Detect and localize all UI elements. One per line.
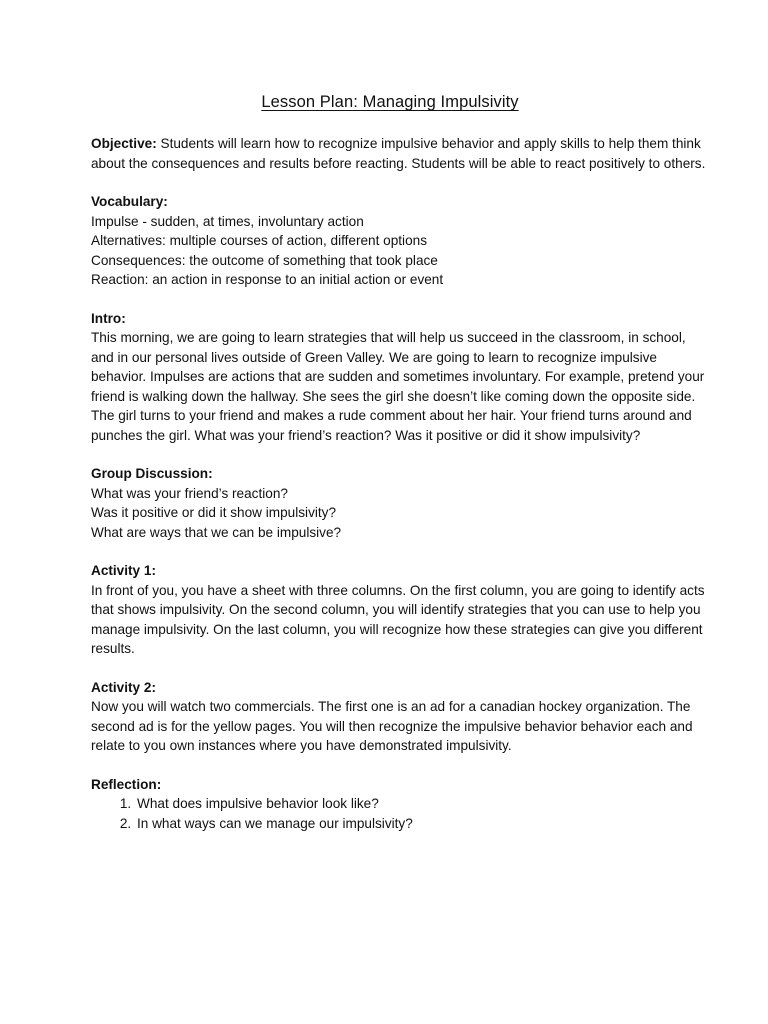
vocabulary-item: Impulse - sudden, at times, involuntary action xyxy=(91,213,364,229)
objective-label: Objective: xyxy=(91,136,157,151)
activity-2-section xyxy=(91,678,708,756)
discussion-question: What are ways that we can be impulsive? xyxy=(91,524,342,540)
reflection-item: 1. What does impulsive behavior look like? xyxy=(135,794,708,814)
reflection-item: 2. In what ways can we manage our impulsivity? xyxy=(135,814,708,834)
activity-2-heading: Activity 2: xyxy=(91,679,156,695)
activity-1-section xyxy=(91,561,708,659)
intro-heading: Intro: xyxy=(91,310,126,326)
reflection-heading: Reflection: xyxy=(91,776,162,792)
reflection-list xyxy=(91,794,708,833)
group-discussion-heading: Group Discussion: xyxy=(91,466,213,481)
vocabulary-item: Consequences: the outcome of something that took place xyxy=(91,252,438,268)
vocabulary-section xyxy=(91,192,708,290)
discussion-question: Was it positive or did it show impulsivity? xyxy=(91,505,337,520)
activity-1-heading: Activity 1: xyxy=(91,563,156,578)
page-title: Lesson Plan: Managing Impulsivity xyxy=(261,93,519,111)
activity-1-text: In front of you, you have a sheet with three columns. On the first column, you are going to identify acts that shows impulsivity. On the second column, you will identify strategies that you can use to help you manage impulsivity. On the last column, you will recognize how these strategies can give you different results. xyxy=(91,582,705,656)
intro-section xyxy=(91,309,708,446)
objective-section xyxy=(91,134,708,173)
group-discussion-section xyxy=(91,464,708,542)
discussion-question: What was your friend’s reaction? xyxy=(91,485,288,501)
intro-text: This morning, we are going to learn strategies that will help us succeed in the classroom, in school, and in our personal lives outside of Green Valley. We are going to learn to recognize impulsive behavior. Impulses are actions that are sudden and sometimes involuntary. For example, pretend your friend is walking down the hallway. She sees the girl she doesn’t like coming down the opposite side. The girl turns to your friend and makes a rude comment about her hair. Your friend turns around and punches the girl. What was your friend’s reaction? Was it positive or did it show impulsivity? xyxy=(91,330,705,443)
vocabulary-item: Alternatives: multiple courses of action, different options xyxy=(91,233,427,248)
vocabulary-heading: Vocabulary: xyxy=(91,194,168,209)
reflection-section xyxy=(91,775,708,834)
vocabulary-item: Reaction: an action in response to an initial action or event xyxy=(91,272,444,287)
objective-text: Students will learn how to recognize impulsive behavior and apply skills to help them think about the consequences and results before reacting. Students will be able to react positively to others. xyxy=(91,136,706,171)
activity-2-text: Now you will watch two commercials. The first one is an ad for a canadian hockey organization. The second ad is for the yellow pages. You will then recognize the impulsive behavior behavior each and relate to you own instances where you have demonstrated impulsivity. xyxy=(91,699,693,753)
